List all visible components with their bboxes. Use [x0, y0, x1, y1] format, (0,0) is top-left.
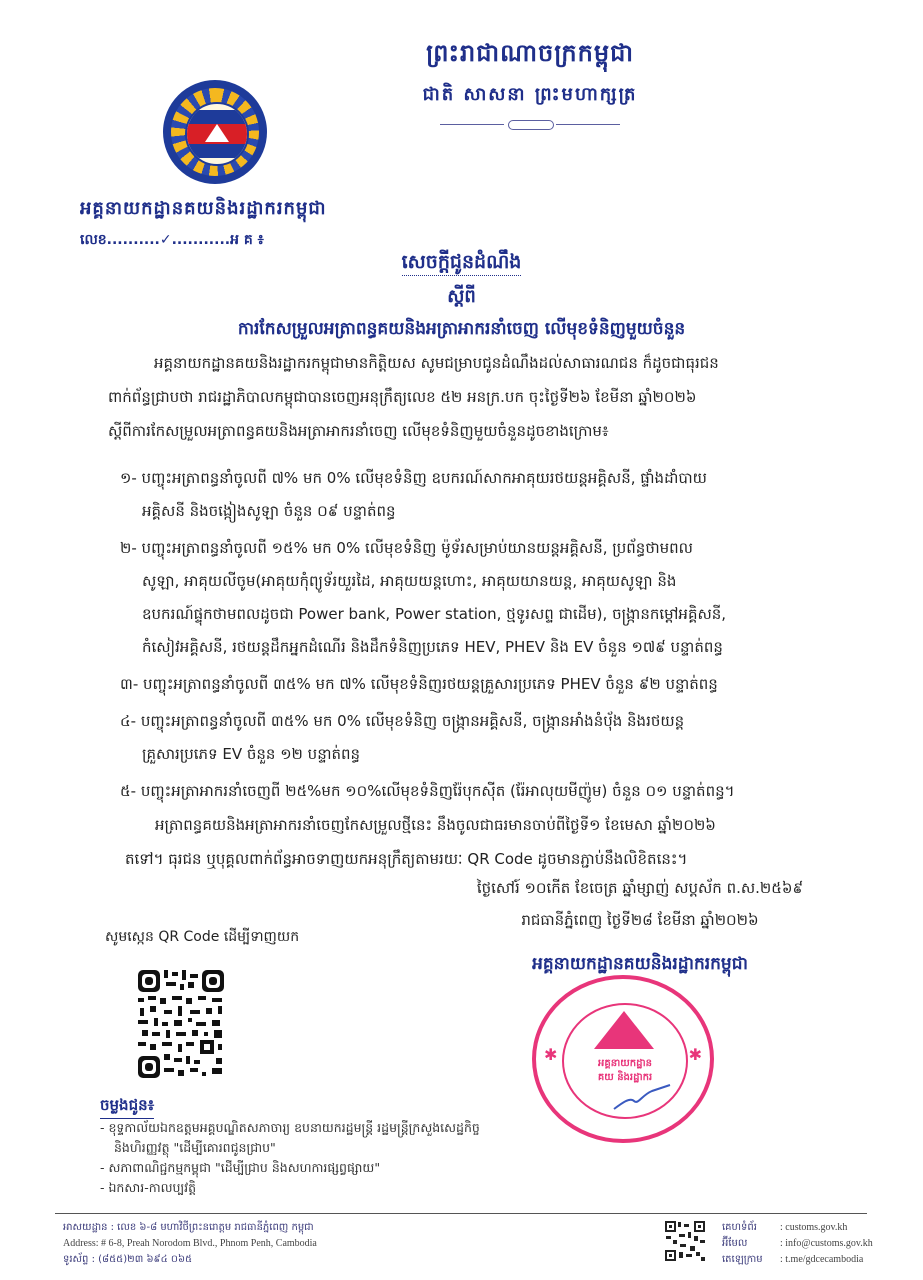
- footer-qr-code-icon[interactable]: [664, 1220, 706, 1262]
- list-item: [120, 705, 870, 771]
- item-text: គ្រួសារប្រភេទ EV ចំនួន ១២ បន្ទាត់ពន្ធ: [142, 745, 361, 763]
- angkor-temple-icon: [594, 1011, 654, 1049]
- about-label: ស្តីពី: [447, 286, 476, 307]
- phone: ទូរស័ព្ទ : (៨៥៥)២៣ ៦៩៤ ០៦៥: [63, 1254, 193, 1265]
- footer-address: [63, 1220, 317, 1268]
- item-text: បញ្ចុះអត្រាពន្ធនាំចូលពី ១៥% មក 0% លើមុខទំនិញ ម៉ូទ័រសម្រាប់យានយន្តអគ្គិសនី, ប្រព័ន្ធថាមពល: [141, 539, 693, 557]
- item-number: ៥-: [120, 782, 137, 800]
- cc-item: - សភាពាណិជ្ជកម្មកម្ពុជា "ដើម្បីជ្រាប និងសហការផ្សព្វផ្សាយ": [100, 1160, 381, 1175]
- effective-line: តទៅ។ ធុរជន ឬបុគ្គលពាក់ព័ន្ធអាចទាញយកអនុក្រឹត្យតាមរយៈ QR Code ដូចមានភ្ជាប់នឹងលិខិតនេះ។: [125, 850, 688, 868]
- list-item: [120, 668, 870, 701]
- list-item: [120, 462, 870, 528]
- customs-logo-icon: [163, 80, 267, 184]
- solar-date: រាជធានីភ្នំពេញ ថ្ងៃទី២៨ ខែមីនា ឆ្នាំ២០២៦: [521, 911, 759, 929]
- item-number: ៣-: [120, 675, 139, 693]
- cc-title: ចម្លងជូន៖: [100, 1096, 154, 1119]
- item-number: ៤-: [120, 712, 137, 730]
- stamp-text: អគ្គនាយកដ្ឋាន: [598, 1058, 652, 1069]
- item-number: ២-: [120, 539, 137, 557]
- intro-line: អគ្គនាយកដ្ឋានគយនិងរដ្ឋាករកម្ពុជាមានកិត្តិយស សូមជម្រាបជូនដំណឹងដល់សាធារណជន ក៏ដូចជាធុរជន: [154, 354, 719, 372]
- intro-paragraph: [108, 346, 868, 448]
- star-icon: ✱: [688, 1045, 702, 1064]
- item-text: ឧបករណ៍ផ្ទុកថាមពលដូចជា Power bank, Power station, ថ្មទូរសព្ទ ជាដើម), ចង្ក្រានកម្តៅអគ្គិសនី,: [142, 605, 727, 623]
- signer-title: អគ្គនាយកដ្ឋានគយនិងរដ្ឋាករកម្ពុជា: [532, 954, 748, 974]
- website-link[interactable]: : customs.gov.kh: [780, 1222, 848, 1233]
- cc-list: [100, 1118, 480, 1198]
- item-text: បញ្ចុះអត្រាពន្ធនាំចូលពី ៣៥% មក ៧% លើមុខទំនិញរថយន្តគ្រួសារប្រភេទ PHEV ចំនួន ៩២ បន្ទាត់ពន្ធ: [143, 675, 718, 693]
- lunar-date: ថ្ងៃសៅរ៍ ១០កើត ខែចេត្រ ឆ្នាំម្សាញ់ សប្តស័ក ព.ស.២៥៦៩: [476, 879, 804, 897]
- contact-website: [722, 1220, 873, 1236]
- effective-line: អត្រាពន្ធគយនិងអត្រាអាករនាំចេញកែសម្រួលថ្មីនេះ នឹងចូលជាធរមានចាប់ពីថ្ងៃទី១ ខែមេសា ឆ្នាំ២០២៦: [155, 816, 716, 834]
- notice-subject: ការកែសម្រួលអត្រាពន្ធគយនិងអត្រាអាករនាំចេញ លើមុខទំនិញមួយចំនួន: [237, 319, 686, 339]
- cc-item: - ឯកសារ-កាលប្បវត្តិ: [100, 1180, 197, 1195]
- contact-email: [722, 1236, 873, 1252]
- qr-code-icon[interactable]: [136, 968, 226, 1080]
- list-item: [120, 532, 870, 664]
- decorative-divider: [440, 118, 620, 132]
- item-text: សូឡា, អាគុយលីចូម(អាគុយកុំព្យូទ័រយួរដៃ, អាគុយយន្តហោះ, អាគុយយានយន្ត, អាគុយសូឡា និង: [142, 572, 677, 590]
- reference-number: លេខ..........✓...........អ គ ៖: [80, 232, 264, 248]
- qr-label: សូមស្កេន QR Code ដើម្បីទាញយក: [105, 929, 300, 945]
- email-link[interactable]: : info@customs.gov.kh: [780, 1238, 873, 1249]
- address-en: Address: # 6-8, Preah Norodom Blvd., Phnom Penh, Cambodia: [63, 1238, 317, 1249]
- cc-item: - ខុទ្ទកាល័យឯកឧត្តមអគ្គបណ្ឌិតសភាចារ្យ ឧបនាយករដ្ឋមន្ត្រី រដ្ឋមន្ត្រីក្រសួងសេដ្ឋកិច្ចនិងហិរញ្ញវត្ថុ "ដើម្បីគោរពជូនជ្រាប": [100, 1120, 480, 1155]
- item-number: ១-: [120, 469, 137, 487]
- intro-line: ពាក់ព័ន្ធជ្រាបថា រាជរដ្ឋាភិបាលកម្ពុជាបានចេញអនុក្រឹត្យលេខ ៥២ អនក្រ.បក ចុះថ្ងៃទី២៦ ខែមីនា ឆ្នាំ២០២៦: [108, 388, 697, 406]
- telegram-link[interactable]: : t.me/gdcecambodia: [780, 1254, 864, 1265]
- notice-title-text: សេចក្តីជូនដំណឹង: [402, 251, 522, 276]
- tariff-change-list: [120, 462, 870, 812]
- footer-contacts: [722, 1220, 873, 1268]
- kingdom-heading: ព្រះរាជាណាចក្រកម្ពុជា: [426, 39, 634, 67]
- stamp-text: គយ និងរដ្ឋាករ: [597, 1072, 653, 1083]
- date-block: [420, 872, 860, 936]
- contact-telegram: [722, 1252, 873, 1268]
- intro-line: ស្តីពីការកែសម្រួលអត្រាពន្ធគយនិងអត្រាអាករនាំចេញ លើមុខទំនិញមួយចំនួនដូចខាងក្រោម៖: [108, 422, 609, 440]
- contact-label: អ៊ីមែល: [722, 1238, 748, 1249]
- contact-label: តេឡេក្រាម: [722, 1254, 763, 1265]
- item-text: បញ្ចុះអត្រាពន្ធនាំចូលពី ៧% មក 0% លើមុខទំនិញ ឧបករណ៍សាកអាគុយរថយន្តអគ្គិសនី, ផ្ទាំងដាំបាយ: [141, 469, 707, 487]
- national-motto: ជាតិ សាសនា ព្រះមហាក្សត្រ: [422, 84, 638, 105]
- effective-date-paragraph: [125, 808, 865, 876]
- footer-divider: [55, 1213, 867, 1214]
- item-text: កំសៀវអគ្គិសនី, រថយន្តដឹកអ្នកដំណើរ និងដឹកទំនិញប្រភេទ HEV, PHEV និង EV ចំនួន ១៧៩ បន្ទាត់ពន្ធ: [142, 638, 723, 656]
- notice-title: [0, 250, 923, 278]
- item-text: បញ្ចុះអត្រាអាករនាំចេញពី ២៥%មក ១០%លើមុខទំនិញរ៉ែបុកស៊ីត (រ៉ែអាលុយមីញ៉ូម) ចំនួន ០១ បន្ទាត់ពន្ធ។: [140, 782, 735, 800]
- department-name: អគ្គនាយកដ្ឋានគយនិងរដ្ឋាករកម្ពុជា: [80, 198, 327, 219]
- list-item: [120, 775, 870, 808]
- address-kh: អាសយដ្ឋាន : លេខ ៦-៨ មហាវិថីព្រះនរោត្តម រាជធានីភ្នំពេញ កម្ពុជា: [63, 1222, 314, 1233]
- item-text: អគ្គិសនី និងចង្កៀងសូឡា ចំនួន ០៩ បន្ទាត់ពន្ធ: [142, 502, 396, 520]
- official-stamp-icon: [532, 975, 714, 1143]
- item-text: បញ្ចុះអត្រាពន្ធនាំចូលពី ៣៥% មក 0% លើមុខទំនិញ ចង្ក្រានអគ្គិសនី, ចង្ក្រានអាំងនំប៉័ង និងរថយន្ត: [140, 712, 685, 730]
- star-icon: ✱: [544, 1045, 558, 1064]
- contact-label: គេហទំព័រ: [722, 1222, 757, 1233]
- signature-icon: [612, 1083, 672, 1113]
